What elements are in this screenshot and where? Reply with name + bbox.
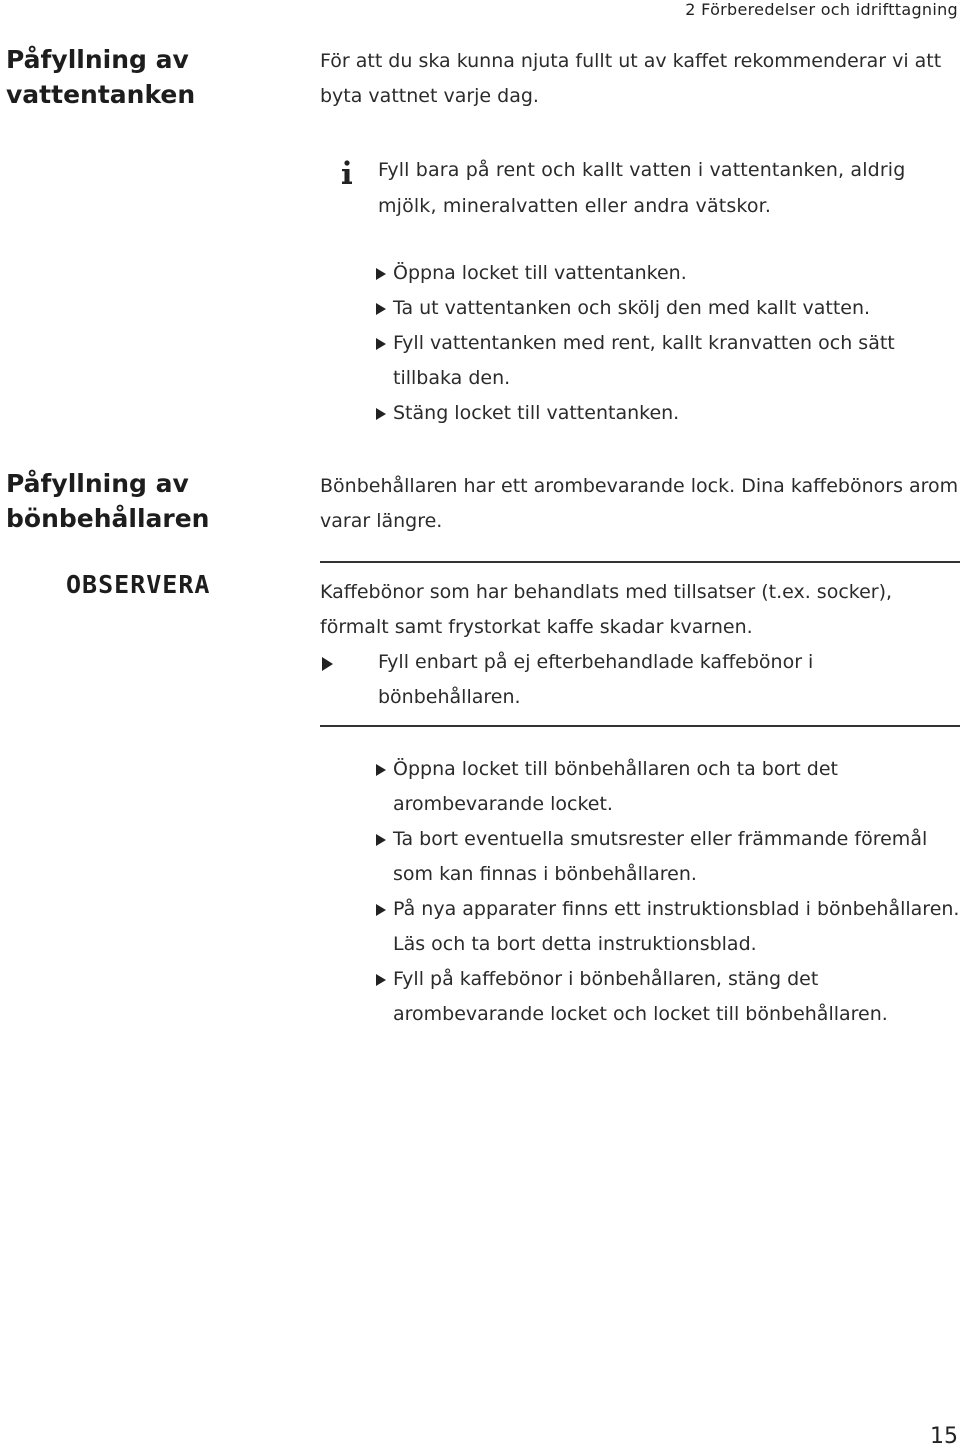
water-intro-text: För att du ska kunna njuta fullt ut av kaffet rekommenderar vi att byta vattnet varje dag. (320, 50, 942, 107)
list-item (374, 962, 960, 1032)
triangle-bullet-icon (376, 268, 386, 280)
notice-text: Kaffebönor som har behandlats med tillsatser (t.ex. socker), förmalt samt frystorkat kaffe skadar kvarnen. (320, 581, 893, 638)
list-item (374, 892, 960, 962)
step-text: Öppna locket till vattentanken. (393, 262, 687, 284)
list-item (374, 396, 960, 431)
running-header: 2 Förberedelser och idrifttagning (685, 0, 958, 19)
list-item (374, 822, 960, 892)
step-text: Ta bort eventuella smutsrester eller främmande föremål som kan finnas i bönbehållaren. (393, 828, 928, 885)
list-item (374, 326, 960, 396)
step-text: Stäng locket till vattentanken. (393, 402, 680, 424)
triangle-bullet-icon (376, 904, 386, 916)
step-text: På nya apparater finns ett instruktionsblad i bönbehållaren. Läs och ta bort detta instruktionsblad. (393, 898, 960, 955)
triangle-bullet-icon (322, 657, 333, 671)
notice-label: OBSERVERA (66, 570, 211, 599)
triangle-bullet-icon (376, 834, 386, 846)
list-item (374, 256, 960, 291)
section-title-bean-container: Påfyllning av bönbehållaren (6, 469, 210, 533)
triangle-bullet-icon (376, 974, 386, 986)
beans-intro-text: Bönbehållaren har ett arombevarande lock. Dina kaffebönors arom varar längre. (320, 475, 959, 532)
step-text: Ta ut vattentanken och skölj den med kallt vatten. (393, 297, 871, 319)
triangle-bullet-icon (376, 303, 386, 315)
triangle-bullet-icon (376, 408, 386, 420)
list-item (374, 291, 960, 326)
notice-bottom-rule (320, 725, 960, 727)
step-text: Fyll vattentanken med rent, kallt kranvatten och sätt tillbaka den. (393, 332, 895, 389)
list-item (374, 752, 960, 822)
notice-bullet-text: Fyll enbart på ej efterbehandlade kaffebönor i bönbehållaren. (378, 651, 814, 708)
info-icon (340, 160, 354, 186)
triangle-bullet-icon (376, 338, 386, 350)
triangle-bullet-icon (376, 764, 386, 776)
info-text: Fyll bara på rent och kallt vatten i vattentanken, aldrig mjölk, mineralvatten eller andra vätskor. (378, 159, 906, 217)
water-steps-list (374, 256, 960, 431)
notice-top-rule (320, 561, 960, 563)
step-text: Fyll på kaffebönor i bönbehållaren, stäng det arombevarande locket och locket till bönbehållaren. (393, 968, 888, 1025)
page-number: 15 (930, 1424, 958, 1449)
beans-steps-list (374, 752, 960, 1032)
step-text: Öppna locket till bönbehållaren och ta bort det arombevarande locket. (393, 758, 838, 815)
section-title-water-tank: Påfyllning av vattentanken (6, 45, 196, 109)
